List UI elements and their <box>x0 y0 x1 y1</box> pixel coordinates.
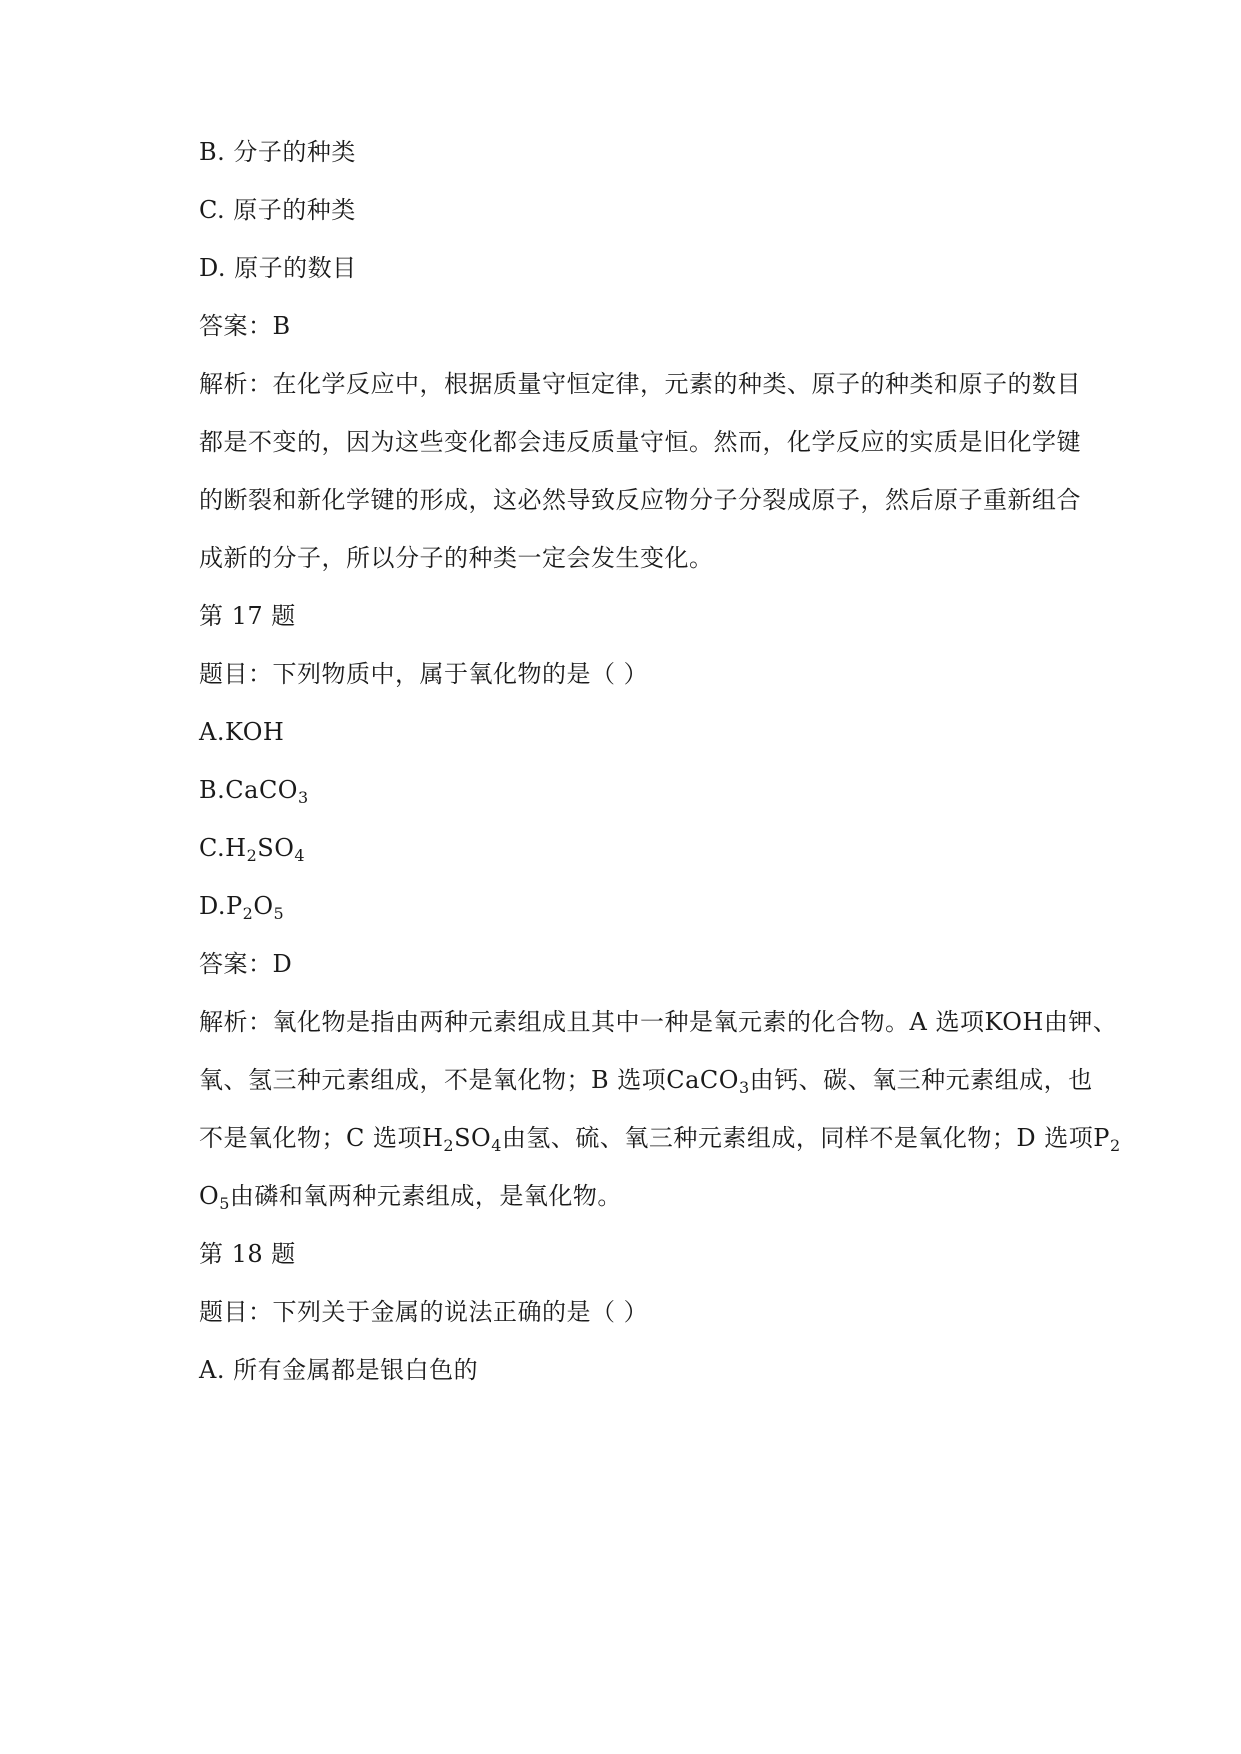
analysis-text: SO <box>454 1124 492 1152</box>
subscript: 3 <box>297 788 309 807</box>
analysis-text: O <box>199 1182 220 1210</box>
q16-analysis-line: 都是不变的，因为这些变化都会违反质量守恒。然而，化学反应的实质是旧化学键 <box>199 428 1081 456</box>
option-text: O <box>253 892 274 920</box>
q17-answer: 答案：D <box>199 950 293 978</box>
option-text: SO <box>257 834 295 862</box>
q16-option-d: D. 原子的数目 <box>199 254 357 282</box>
q18-option-a: A. 所有金属都是银白色的 <box>199 1356 479 1384</box>
q18-number: 第 18 题 <box>199 1240 296 1268</box>
option-text: B.CaCO <box>199 776 298 804</box>
subscript: 4 <box>294 846 306 865</box>
analysis-text: 由钙、碳、氧三种元素组成，也 <box>749 1066 1093 1094</box>
q17-option-c <box>199 832 1131 864</box>
subscript: 3 <box>738 1078 750 1097</box>
q17-analysis-line <box>199 1064 1131 1096</box>
subscript: 2 <box>246 846 258 865</box>
subscript: 5 <box>219 1194 230 1213</box>
q17-analysis-line: 解析：氧化物是指由两种元素组成且其中一种是氧元素的化合物。A 选项KOH由钾、 <box>199 1008 1118 1036</box>
option-text: C.H <box>199 834 247 862</box>
q17-option-b <box>199 774 1131 806</box>
q16-analysis-line: 成新的分子，所以分子的种类一定会发生变化。 <box>199 544 714 572</box>
q16-analysis-line: 的断裂和新化学键的形成，这必然导致反应物分子分裂成原子，然后原子重新组合 <box>199 486 1081 514</box>
q17-option-d <box>199 890 1131 922</box>
analysis-text: 不是氧化物；C 选项H <box>199 1124 444 1152</box>
q16-option-c: C. 原子的种类 <box>199 196 356 224</box>
q17-question: 题目：下列物质中，属于氧化物的是（ ） <box>199 660 649 688</box>
q18-question: 题目：下列关于金属的说法正确的是（ ） <box>199 1298 649 1326</box>
subscript: 2 <box>443 1136 455 1155</box>
subscript: 2 <box>242 904 254 923</box>
analysis-text: 由磷和氧两种元素组成，是氧化物。 <box>229 1182 622 1210</box>
q16-option-b: B. 分子的种类 <box>199 138 356 166</box>
subscript: 2 <box>1109 1136 1121 1155</box>
q17-analysis-line <box>199 1122 1131 1154</box>
q17-analysis-line <box>199 1180 1131 1212</box>
q16-answer: 答案：B <box>199 312 291 340</box>
analysis-text: 由氢、硫、氧三种元素组成，同样不是氧化物；D 选项P <box>501 1124 1110 1152</box>
q17-number: 第 17 题 <box>199 602 296 630</box>
subscript: 5 <box>273 904 285 923</box>
q16-analysis-line: 解析：在化学反应中，根据质量守恒定律，元素的种类、原子的种类和原子的数目 <box>199 370 1081 398</box>
subscript: 4 <box>491 1136 502 1155</box>
analysis-text: 氧、氢三种元素组成，不是氧化物；B 选项CaCO <box>199 1066 739 1094</box>
q17-option-a: A.KOH <box>199 718 285 746</box>
option-text: D.P <box>199 892 243 920</box>
